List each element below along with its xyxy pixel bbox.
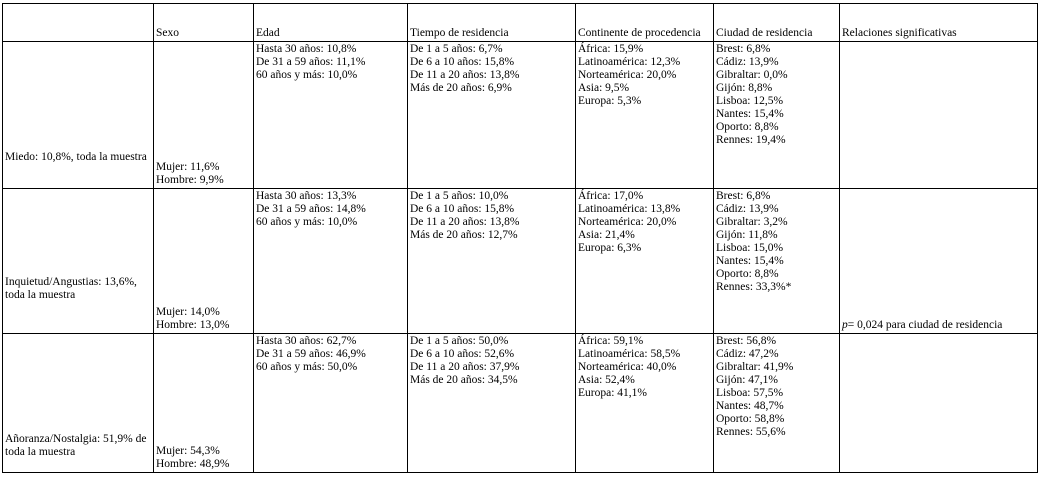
continente-value: Asia: 52,4%	[578, 374, 635, 386]
sexo-value: Mujer: 54,3%	[156, 445, 220, 457]
row-label	[3, 189, 154, 334]
relaciones-note-text: = 0,024 para ciudad de residencia	[847, 319, 1003, 331]
continente-value: Asia: 21,4%	[578, 229, 635, 241]
header-cell-edad: Edad	[254, 4, 408, 42]
continente-value: África: 15,9%	[578, 43, 644, 55]
ciudad-value: Cádiz: 13,9%	[716, 56, 779, 68]
header-cell-empty	[3, 4, 154, 42]
edad-value: De 31 a 59 años: 46,9%	[256, 348, 366, 360]
ciudad-value: Gibraltar: 3,2%	[716, 216, 788, 228]
sexo-cell	[154, 334, 254, 473]
tiempo-value: De 1 a 5 años: 6,7%	[410, 43, 503, 55]
edad-cell	[254, 189, 408, 334]
continente-cell	[576, 189, 714, 334]
row-label	[3, 42, 154, 189]
edad-value: 60 años y más: 50,0%	[256, 361, 358, 373]
edad-value: Hasta 30 años: 10,8%	[256, 43, 357, 55]
tiempo-value: De 11 a 20 años: 13,8%	[410, 69, 520, 81]
ciudad-value: Gibraltar: 41,9%	[716, 361, 794, 373]
tiempo-value: De 6 a 10 años: 52,6%	[410, 348, 515, 360]
tiempo-cell	[408, 189, 576, 334]
header-cell-sexo: Sexo	[154, 4, 254, 42]
tiempo-value: De 11 a 20 años: 37,9%	[410, 361, 520, 373]
ciudad-value: Lisboa: 15,0%	[716, 242, 784, 254]
header-row	[3, 4, 1038, 42]
tiempo-value: De 6 a 10 años: 15,8%	[410, 56, 515, 68]
ciudad-value: Nantes: 48,7%	[716, 400, 784, 412]
sexo-value: Hombre: 9,9%	[156, 174, 224, 186]
tiempo-value: Más de 20 años: 12,7%	[410, 229, 518, 241]
table-row	[3, 334, 1038, 473]
continente-value: Europa: 6,3%	[578, 242, 642, 254]
table-wrapper	[2, 3, 1038, 473]
ciudad-value: Brest: 6,8%	[716, 190, 771, 202]
continente-value: Asia: 9,5%	[578, 82, 630, 94]
sexo-value: Mujer: 14,0%	[156, 306, 220, 318]
ciudad-cell	[714, 189, 840, 334]
relaciones-cell	[840, 334, 1038, 473]
relaciones-note	[842, 319, 1035, 332]
ciudad-value: Lisboa: 57,5%	[716, 387, 784, 399]
edad-value: 60 años y más: 10,0%	[256, 69, 358, 81]
edad-value: Hasta 30 años: 62,7%	[256, 335, 357, 347]
sexo-value: Hombre: 13,0%	[156, 319, 230, 331]
ciudad-value: Nantes: 15,4%	[716, 255, 784, 267]
ciudad-value: Brest: 6,8%	[716, 43, 771, 55]
header-cell-ciudad: Ciudad de residencia	[714, 4, 840, 42]
continente-value: Norteamérica: 20,0%	[578, 216, 677, 228]
ciudad-value: Gibraltar: 0,0%	[716, 69, 788, 81]
data-table	[2, 3, 1038, 473]
tiempo-value: Más de 20 años: 34,5%	[410, 374, 518, 386]
edad-value: De 31 a 59 años: 11,1%	[256, 56, 366, 68]
relaciones-cell	[840, 42, 1038, 189]
edad-cell	[254, 42, 408, 189]
edad-value: 60 años y más: 10,0%	[256, 216, 358, 228]
continente-value: Latinoamérica: 12,3%	[578, 56, 681, 68]
continente-value: Europa: 41,1%	[578, 387, 647, 399]
row-label-text: Inquietud/Angustias: 13,6%, toda la muestra	[5, 276, 137, 301]
continente-value: Latinoamérica: 58,5%	[578, 348, 681, 360]
ciudad-value: Oporto: 58,8%	[716, 413, 785, 425]
ciudad-value: Nantes: 15,4%	[716, 108, 784, 120]
ciudad-value: Oporto: 8,8%	[716, 268, 779, 280]
ciudad-value: Brest: 56,8%	[716, 335, 777, 347]
edad-value: Hasta 30 años: 13,3%	[256, 190, 357, 202]
relaciones-cell	[840, 189, 1038, 334]
row-label-text: Miedo: 10,8%, toda la muestra	[5, 151, 147, 163]
ciudad-value: Gijón: 8,8%	[716, 82, 773, 94]
tiempo-cell	[408, 334, 576, 473]
row-label-text: Añoranza/Nostalgia: 51,9% de toda la muestra	[5, 433, 147, 458]
continente-value: África: 17,0%	[578, 190, 644, 202]
continente-cell	[576, 42, 714, 189]
ciudad-value: Lisboa: 12,5%	[716, 95, 784, 107]
ciudad-cell	[714, 42, 840, 189]
header-cell-tiempo: Tiempo de residencia	[408, 4, 576, 42]
tiempo-value: De 6 a 10 años: 15,8%	[410, 203, 515, 215]
sexo-cell	[154, 189, 254, 334]
table-row	[3, 42, 1038, 189]
ciudad-value: Gijón: 11,8%	[716, 229, 778, 241]
continente-value: Latinoamérica: 13,8%	[578, 203, 681, 215]
ciudad-value: Oporto: 8,8%	[716, 121, 779, 133]
header-cell-relaciones: Relaciones significativas	[840, 4, 1038, 42]
ciudad-value: Cádiz: 13,9%	[716, 203, 779, 215]
sexo-value: Hombre: 48,9%	[156, 458, 230, 470]
continente-value: Norteamérica: 20,0%	[578, 69, 677, 81]
header-cell-continente: Continente de procedencia	[576, 4, 714, 42]
continente-value: Norteamérica: 40,0%	[578, 361, 677, 373]
tiempo-value: Más de 20 años: 6,9%	[410, 82, 512, 94]
ciudad-value: Rennes: 33,3%*	[716, 281, 792, 293]
continente-cell	[576, 334, 714, 473]
row-label	[3, 334, 154, 473]
sexo-value: Mujer: 11,6%	[156, 161, 220, 173]
ciudad-cell	[714, 334, 840, 473]
p-value-symbol: p	[842, 319, 848, 331]
sexo-cell	[154, 42, 254, 189]
ciudad-value: Gijón: 47,1%	[716, 374, 778, 386]
tiempo-value: De 1 a 5 años: 50,0%	[410, 335, 509, 347]
continente-value: Europa: 5,3%	[578, 95, 642, 107]
ciudad-value: Rennes: 55,6%	[716, 426, 786, 438]
tiempo-value: De 1 a 5 años: 10,0%	[410, 190, 509, 202]
tiempo-cell	[408, 42, 576, 189]
ciudad-value: Rennes: 19,4%	[716, 134, 786, 146]
edad-value: De 31 a 59 años: 14,8%	[256, 203, 366, 215]
table-row	[3, 189, 1038, 334]
ciudad-value: Cádiz: 47,2%	[716, 348, 779, 360]
tiempo-value: De 11 a 20 años: 13,8%	[410, 216, 520, 228]
edad-cell	[254, 334, 408, 473]
continente-value: África: 59,1%	[578, 335, 644, 347]
